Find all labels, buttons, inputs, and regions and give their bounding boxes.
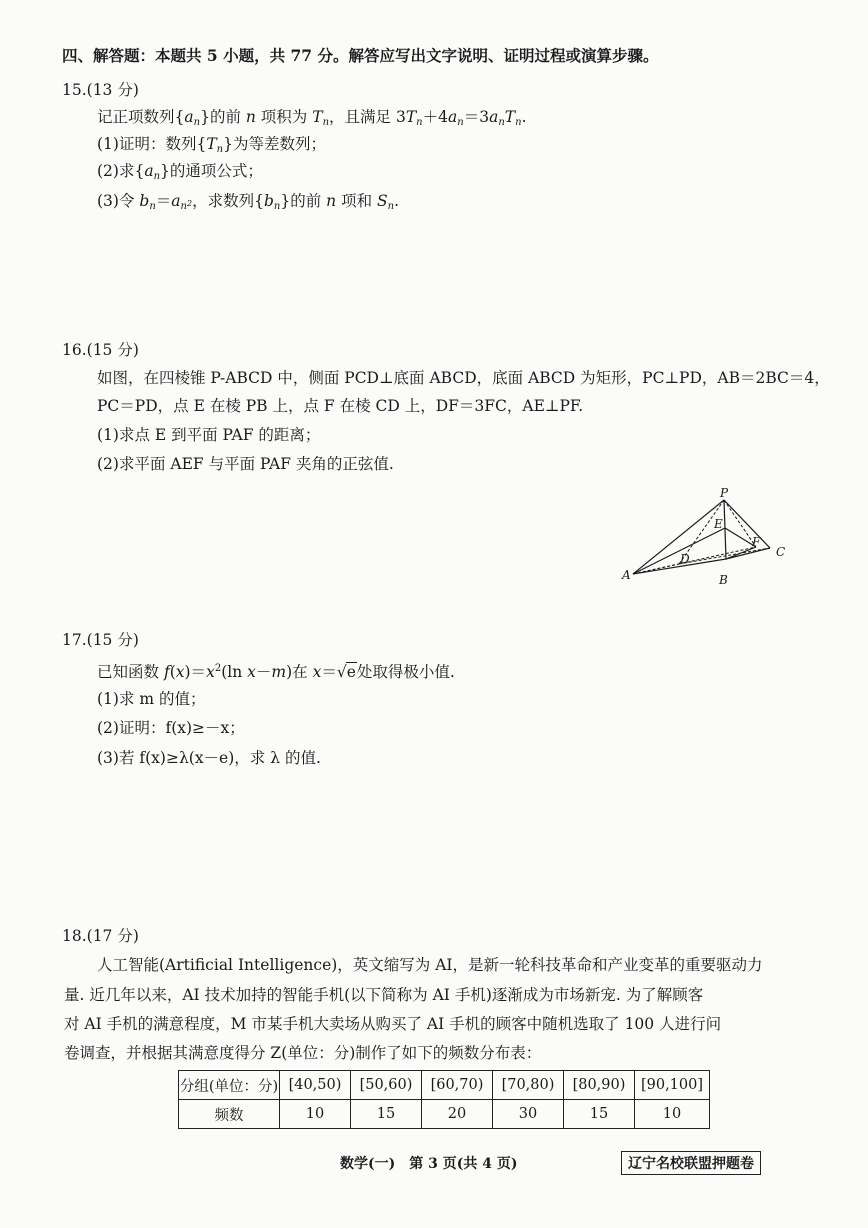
frequency-table bbox=[178, 1070, 710, 1129]
pyramid-figure bbox=[618, 486, 800, 590]
q18-line2: 量. 近几年以来，AI 技术加持的智能手机(以下简称为 AI 手机)逐渐成为市场新宠. 为了解顾客 bbox=[64, 986, 704, 1004]
table-group-cell: [40,50) bbox=[280, 1071, 351, 1100]
q18-line4: 卷调查，并根据其满意度得分 Z(单位：分)制作了如下的频数分布表： bbox=[64, 1044, 542, 1062]
q16-number: 16.(15 分) bbox=[62, 341, 139, 359]
q17-stem: 已知函数 $f(x)=x^2(\ln$ x－m)在 x＝√e处取得极小值. bbox=[97, 663, 455, 681]
q16-part1: (1)求点 E 到平面 PAF 的距离； bbox=[97, 426, 321, 444]
table-header-label: 分组(单位：分) bbox=[179, 1071, 280, 1100]
label-p: P bbox=[720, 486, 729, 500]
q16-line1: 如图，在四棱锥 P-ABCD 中，侧面 PCD⊥底面 ABCD，底面 ABCD 为矩形，PC⊥PD，AB＝2BC＝4， bbox=[97, 369, 830, 387]
label-a: A bbox=[622, 568, 631, 582]
edge-pa bbox=[633, 500, 724, 574]
table-group-cell: [60,70) bbox=[422, 1071, 493, 1100]
q18-line1: 人工智能(Artificial Intelligence)，英文缩写为 AI，是新一轮科技革命和产业变革的重要驱动力 bbox=[97, 956, 763, 974]
q17-number: 17.(15 分) bbox=[62, 631, 139, 649]
label-c: C bbox=[776, 545, 786, 559]
table-row-label: 频数 bbox=[179, 1100, 280, 1129]
table-count-cell: 20 bbox=[422, 1100, 493, 1129]
table-count-cell: 10 bbox=[635, 1100, 710, 1129]
q15-part2: (2)求$\{a_n\}$的通项公式； bbox=[97, 162, 263, 182]
table-count-cell: 30 bbox=[493, 1100, 564, 1129]
q15-stem: 记正项数列$\{a_n\}$的前 n 项积为 $T_n$，且满足 $3T_n+4a_n=3a_nT_n$. bbox=[97, 108, 527, 128]
table-row-counts bbox=[179, 1100, 710, 1129]
table-count-cell: 15 bbox=[564, 1100, 635, 1129]
q18-number: 18.(17 分) bbox=[62, 927, 139, 945]
footer-page-info: 数学(一) 第 3 页(共 4 页) bbox=[340, 1156, 518, 1172]
table-count-cell: 15 bbox=[351, 1100, 422, 1129]
label-d: D bbox=[680, 552, 690, 566]
q15-number: 15.(13 分) bbox=[62, 81, 139, 99]
table-group-cell: [70,80) bbox=[493, 1071, 564, 1100]
q17-part1: (1)求 m 的值； bbox=[97, 690, 206, 708]
q18-line3: 对 AI 手机的满意程度，M 市某手机大卖场从购买了 AI 手机的顾客中随机选取了 100 人进行问 bbox=[64, 1015, 722, 1033]
table-group-cell: [80,90) bbox=[564, 1071, 635, 1100]
label-b: B bbox=[719, 573, 728, 587]
q17-part3: (3)若 f(x)≥λ(x－e)，求 λ 的值. bbox=[97, 749, 321, 767]
edge-pb bbox=[724, 500, 726, 559]
table-row-header bbox=[179, 1071, 710, 1100]
segment-af-dashed bbox=[633, 547, 756, 574]
q16-part2: (2)求平面 AEF 与平面 PAF 夹角的正弦值. bbox=[97, 455, 394, 473]
q15-part1: (1)证明：数列$\{T_n\}$为等差数列； bbox=[97, 135, 326, 155]
q15-part3: (3)令 $b_n=a_{n^2}$，求数列$\{b_n\}$的前 n 项和 $S_n$. bbox=[97, 192, 400, 212]
footer-brand-box: 辽宁名校联盟押题卷 bbox=[621, 1151, 761, 1175]
table-group-cell: [90,100] bbox=[635, 1071, 710, 1100]
table-count-cell: 10 bbox=[280, 1100, 351, 1129]
q17-part2: (2)证明：f(x)≥－x； bbox=[97, 719, 245, 737]
table-group-cell: [50,60) bbox=[351, 1071, 422, 1100]
label-f: F bbox=[752, 535, 761, 549]
label-e: E bbox=[714, 517, 723, 531]
q16-line2: PC＝PD，点 E 在棱 PB 上，点 F 在棱 CD 上，DF＝3FC，AE⊥PF. bbox=[97, 397, 584, 415]
edge-dc-dashed bbox=[679, 548, 770, 564]
section-header: 四、解答题：本题共 5 小题，共 77 分。解答应写出文字说明、证明过程或演算步骤。 bbox=[62, 46, 659, 65]
